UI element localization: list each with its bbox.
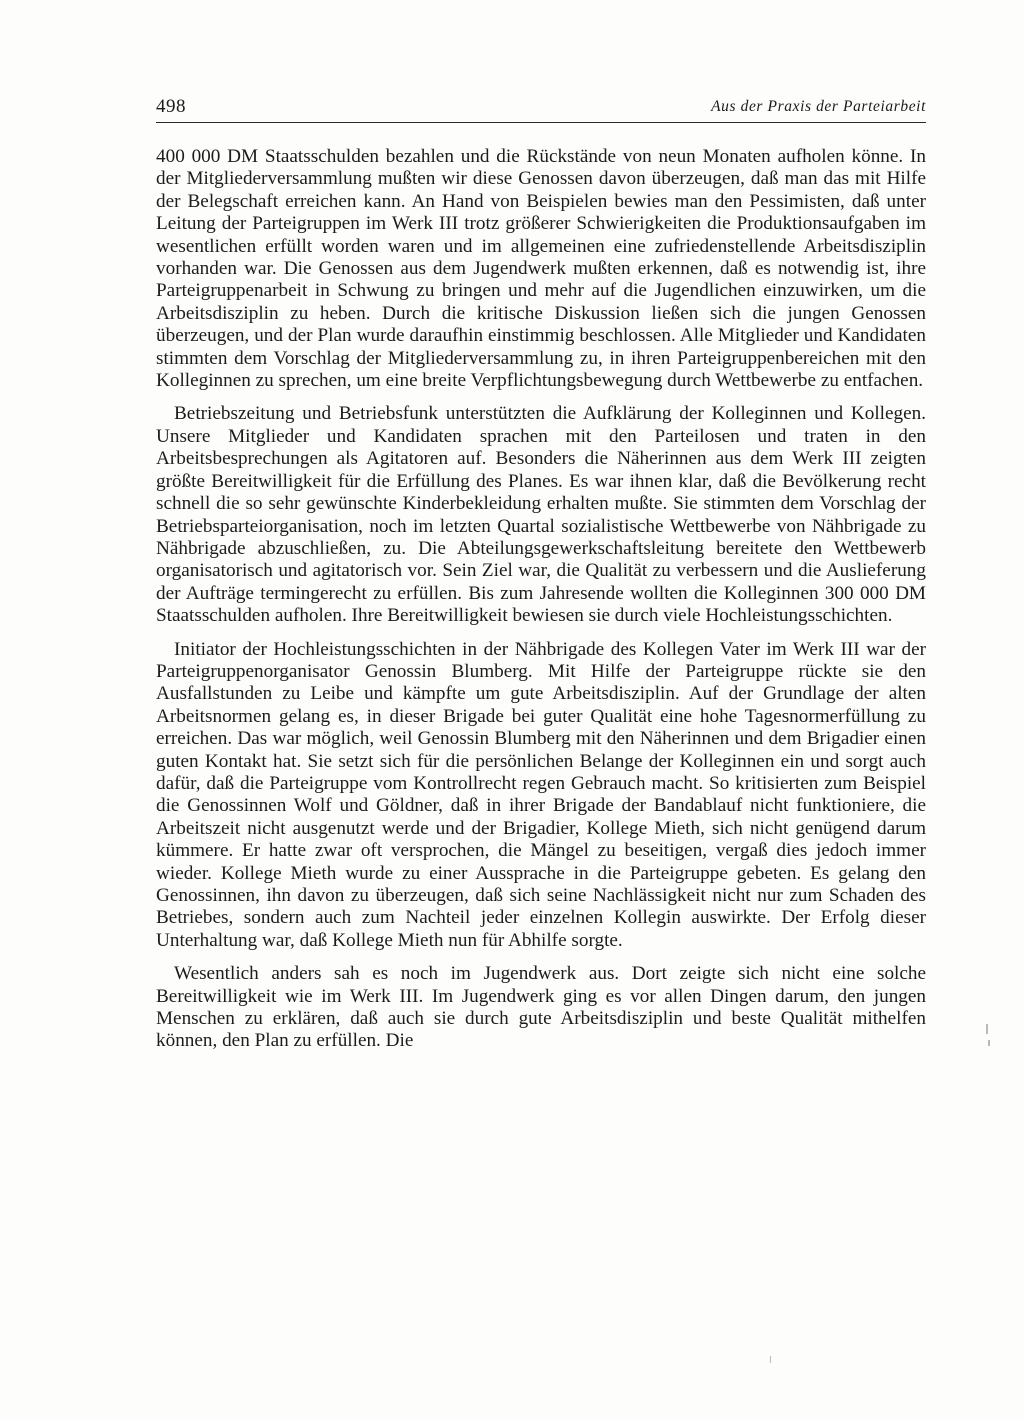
scan-speck: [986, 1024, 988, 1034]
scan-speck: [988, 1040, 990, 1046]
paragraph: Betriebszeitung und Betriebsfunk unterstützten die Aufklärung der Kolleginnen und Kollegen. Unsere Mitglieder und Kandidaten sprachen mit den Parteilosen und traten in den Arbeitsbesprechungen als Agitatoren auf. Besonders die Näherinnen aus dem Werk III zeigten größte Bereitwilligkeit für die Erfüllung des Planes. Es war ihnen klar, daß die Bevölkerung recht schnell die so sehr gewünschte Kinderbekleidung erhalten mußte. Sie stimmten dem Vorschlag der Betriebsparteiorganisation, noch im letzten Quartal sozialistische Wettbewerbe von Nähbrigade zu Nähbrigade abzuschließen, zu. Die Abteilungsgewerkschaftsleitung bereitete den Wettbewerb organisatorisch und agitatorisch vor. Sein Ziel war, die Qualität zu verbessern und die Auslieferung der Aufträge termingerecht zu erfüllen. Bis zum Jahresende wollten die Kolleginnen 300 000 DM Staatsschulden aufholen. Ihre Bereitwilligkeit bewiesen sie durch viele Hochleistungsschichten.: [156, 403, 926, 627]
paragraph: Wesentlich anders sah es noch im Jugendwerk aus. Dort zeigte sich nicht eine solche Bereitwilligkeit wie im Werk III. Im Jugendwerk ging es vor allen Dingen darum, den jungen Menschen zu erklären, daß auch sie durch gute Arbeitsdisziplin und beste Qualität mithelfen können, den Plan zu erfüllen. Die: [156, 963, 926, 1052]
scan-speck: [770, 1356, 771, 1363]
section-title: Aus der Praxis der Parteiarbeit: [711, 98, 926, 115]
body-text: [156, 146, 926, 1064]
page-number: 498: [156, 96, 186, 117]
running-header: [156, 96, 926, 123]
paragraph: 400 000 DM Staatsschulden bezahlen und die Rückstände von neun Monaten aufholen könne. In der Mitgliederversammlung mußten wir diese Genossen davon überzeugen, daß man das mit Hilfe der Belegschaft erreichen kann. An Hand von Beispielen bewies man den Pessimisten, daß unter Leitung der Parteigruppen im Werk III trotz größerer Schwierigkeiten die Produktionsaufgaben im wesentlichen erfüllt worden waren und im allgemeinen eine zufriedenstellende Arbeitsdisziplin vorhanden war. Die Genossen aus dem Jugendwerk mußten erkennen, daß es notwendig ist, ihre Parteigruppenarbeit in Schwung zu bringen und mehr auf die Jugendlichen einzuwirken, um die Arbeitsdisziplin zu heben. Durch die kritische Diskussion ließen sich die jungen Genossen überzeugen, und der Plan wurde daraufhin einstimmig beschlossen. Alle Mitglieder und Kandidaten stimmten dem Vorschlag der Mitgliederversammlung zu, in ihren Parteigruppenbereichen mit den Kolleginnen zu sprechen, um eine breite Verpflichtungsbewegung durch Wettbewerbe zu entfachen.: [156, 146, 926, 392]
paragraph: Initiator der Hochleistungsschichten in der Nähbrigade des Kollegen Vater im Werk III war der Parteigruppenorganisator Genossin Blumberg. Mit Hilfe der Parteigruppe rückte sie den Ausfallstunden zu Leibe und kämpfte um gute Arbeitsdisziplin. Auf der Grundlage der alten Arbeitsnormen gelang es, in dieser Brigade bei guter Qualität eine hohe Tagesnormerfüllung zu erreichen. Das war möglich, weil Genossin Blumberg mit den Näherinnen und dem Brigadier einen guten Kontakt hat. Sie setzt sich für die persönlichen Belange der Kolleginnen ein und sorgt auch dafür, daß die Parteigruppe vom Kontrollrecht regen Gebrauch macht. So kritisierten zum Beispiel die Genossinnen Wolf und Göldner, daß in ihrer Brigade der Bandablauf nicht funktioniere, die Arbeitszeit nicht ausgenutzt werde und der Brigadier, Kollege Mieth, sich nicht genügend darum kümmere. Er hatte zwar oft versprochen, die Mängel zu beseitigen, vergaß dies jedoch immer wieder. Kollege Mieth wurde zu einer Aussprache in die Parteigruppe gebeten. Es gelang den Genossinnen, ihn davon zu überzeugen, daß sich seine Nachlässigkeit nicht nur zum Schaden des Betriebes, sondern auch zum Nachteil jeder einzelnen Kollegin auswirkte. Der Erfolg dieser Unterhaltung war, daß Kollege Mieth nun für Abhilfe sorgte.: [156, 638, 926, 951]
